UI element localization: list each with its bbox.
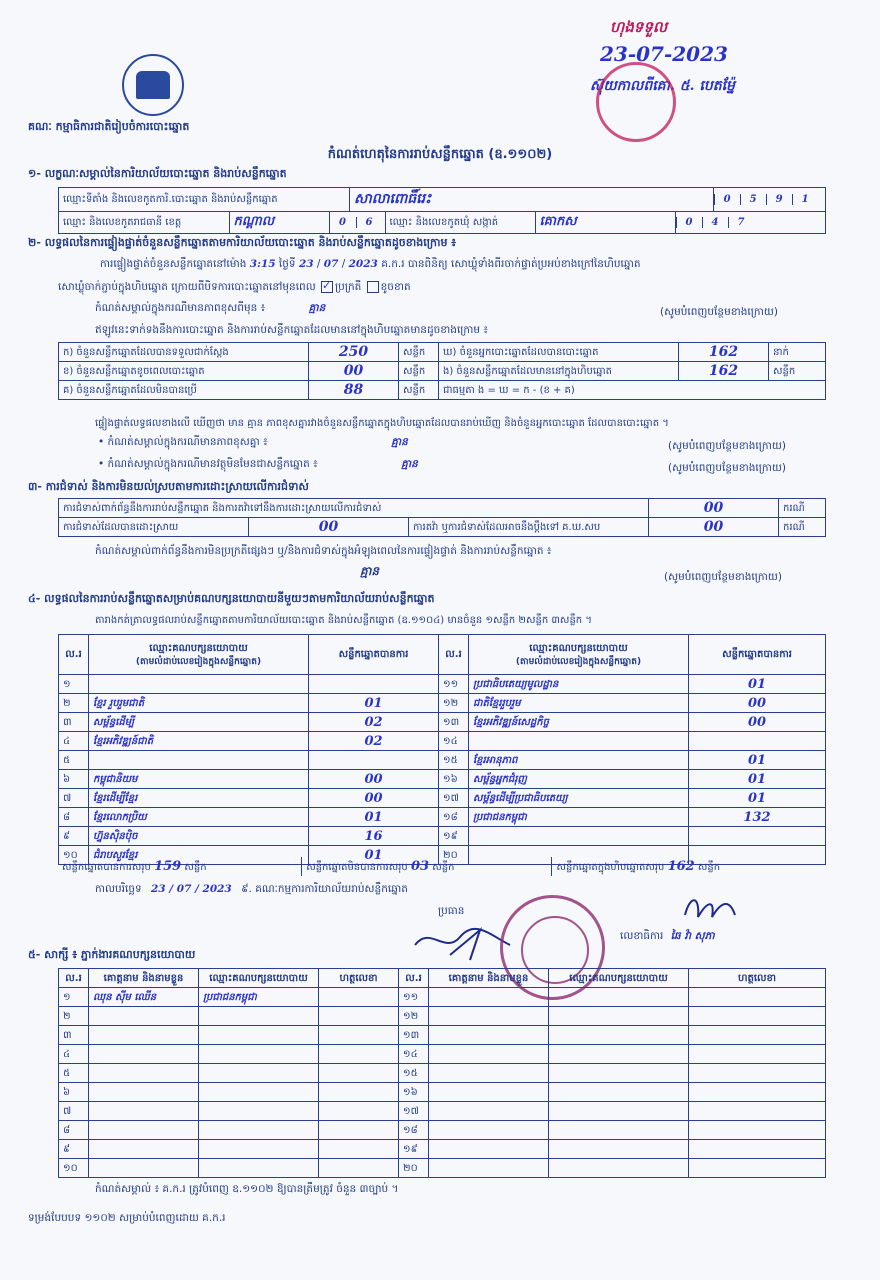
witness-sign[interactable]	[319, 1064, 399, 1083]
witness-party	[549, 1102, 689, 1121]
witness-row	[59, 1064, 826, 1083]
witness-no: ៤	[59, 1045, 89, 1064]
col-party	[89, 635, 309, 675]
w-col-party: ឈ្មោះគណបក្សនយោបាយ	[199, 969, 319, 988]
total-invalid-value: 03	[410, 858, 430, 874]
witness-no: ៣	[59, 1026, 89, 1045]
s3-hint: (សូមបំពេញបន្ថែមខាងក្រោយ)	[664, 571, 782, 583]
result-votes: 02	[309, 713, 439, 732]
result-party: សម្ព័ន្ធដើម្បី	[89, 713, 309, 732]
result-party: កម្ពុជានិយម	[89, 770, 309, 789]
witness-sign[interactable]	[689, 1064, 826, 1083]
s3-unit: ករណី	[779, 518, 826, 537]
witness-no: ៨	[59, 1121, 89, 1140]
result-votes: 16	[309, 827, 439, 846]
s2-row-value: 00	[309, 362, 399, 381]
witness-name	[89, 1121, 199, 1140]
s2-bullet2-value: គ្មាន	[401, 458, 418, 470]
result-party: ប្រជាជនកម្ពុជា	[469, 808, 689, 827]
witness-row	[59, 1045, 826, 1064]
witness-name	[429, 1007, 549, 1026]
s2-row-label-right: ឃ) ចំនួនអ្នកបោះឆ្នោតដែលបានបោះឆ្នោត	[439, 343, 679, 362]
witness-name	[89, 1045, 199, 1064]
result-row	[59, 732, 826, 751]
witness-sign[interactable]	[319, 1026, 399, 1045]
w-col-party: ឈ្មោះគណបក្សនយោបាយ	[549, 969, 689, 988]
total-valid-value: 159	[154, 858, 182, 874]
s2-unit: សន្លឹក	[399, 381, 439, 400]
result-votes: 01	[309, 694, 439, 713]
witness-name	[429, 1102, 549, 1121]
result-votes: 01	[309, 846, 439, 865]
witness-sign[interactable]	[689, 1026, 826, 1045]
s2-row-label-right: ង) ចំនួនសន្លឹកឆ្នោតដែលមាននៅក្នុងហិបឆ្នោត	[439, 362, 679, 381]
result-votes: 01	[309, 808, 439, 827]
witness-sign[interactable]	[689, 1083, 826, 1102]
s2-line2: សោឃ្លុំចាក់ភ្ជាប់ក្នុងហិបឆ្នោត ក្រោយពីបិទការបោះឆ្នោតនៅមុនពេល	[58, 281, 316, 293]
witness-party	[199, 1102, 319, 1121]
result-row	[59, 827, 826, 846]
s1-station-name: សាលាពោធិ៍រេះ	[349, 188, 713, 212]
witness-party	[549, 1026, 689, 1045]
code-digit: 5	[740, 194, 766, 205]
s2-unit-right: សន្លឹក	[769, 362, 826, 381]
witness-party	[199, 1159, 319, 1178]
witness-row	[59, 1007, 826, 1026]
section2-heading: ២- លទ្ធផលនៃការផ្ទៀងផ្ទាត់ចំនួនសន្លឹកឆ្នោតតាមការិយាល័យបោះឆ្នោត និងរាប់សន្លឹកឆ្នោតដូចខាងក្រោម ៖	[28, 236, 457, 249]
result-votes	[309, 751, 439, 770]
s3-unit: ករណី	[779, 499, 826, 518]
s3-r2-value2: 00	[649, 518, 779, 537]
s3-r2-label2: ការតវ៉ា ឬការជំទាស់ដែលអាចនឹងប្តឹងទៅ គ.ឃ.សប	[409, 518, 649, 537]
result-votes: 02	[309, 732, 439, 751]
witness-name	[429, 1045, 549, 1064]
col-votes: សន្លឹកឆ្នោតបានការ	[689, 635, 826, 675]
witness-no: ១៦	[399, 1083, 429, 1102]
s2-date-prefix: ថ្ងៃទី	[278, 258, 296, 270]
result-party: ខ្មែរលោកប្រិយ	[89, 808, 309, 827]
s2-row-value-right: 162	[679, 343, 769, 362]
s1-station-code	[713, 188, 825, 212]
witness-party	[549, 1159, 689, 1178]
unit: សន្លឹក	[697, 861, 721, 873]
result-no: ៣	[59, 713, 89, 732]
s2-time: 3:15	[249, 258, 276, 270]
result-no: ១៤	[439, 732, 469, 751]
witness-sign[interactable]	[689, 1121, 826, 1140]
s2-intro: ឥឡូវនេះទាក់ទងនឹងការបោះឆ្នោត និងការរាប់សន្លឹកឆ្នោតដែលមាននៅក្នុងហិបឆ្នោតមានដូចខាងក្រោម ៖	[95, 324, 489, 336]
result-row	[59, 751, 826, 770]
result-no: ១១	[439, 675, 469, 694]
s2-time-line: ការផ្ទៀងផ្ទាត់ចំនួនសន្លឹកឆ្នោតនៅម៉ោង 3:15 ថ្ងៃទី 23 / 07 / 2023 គ.ក.រ បានពិនិត្យ សោឃ្លុំទាំងពីរចាក់ផ្ទាត់ប្រអប់ខាងក្រៅនៃហិបឆ្នោត	[100, 258, 641, 270]
witness-name	[429, 1026, 549, 1045]
witness-sign[interactable]	[689, 988, 826, 1007]
witness-party	[199, 1045, 319, 1064]
result-no: ២	[59, 694, 89, 713]
result-votes: 00	[309, 789, 439, 808]
witness-no: ២	[59, 1007, 89, 1026]
result-no: ១៥	[439, 751, 469, 770]
witness-name	[89, 1159, 199, 1178]
result-votes	[689, 732, 826, 751]
col-party	[469, 635, 689, 675]
chair-label: ប្រធាន	[438, 905, 465, 917]
result-no: ៧	[59, 789, 89, 808]
s2-row-value-right: 162	[679, 362, 769, 381]
unit: សន្លឹក	[184, 861, 207, 873]
witness-sign[interactable]	[319, 1045, 399, 1064]
witness-party	[549, 1121, 689, 1140]
s2-note-value: គ្មាន	[308, 302, 326, 314]
result-party: ជំរាបសួរខ្មែរ	[89, 846, 309, 865]
witness-sign[interactable]	[689, 1140, 826, 1159]
s2-day: 23	[298, 258, 314, 270]
s1-province: កណ្តាល	[229, 212, 329, 233]
result-no: ៨	[59, 808, 89, 827]
witness-no: ១៧	[399, 1102, 429, 1121]
result-party: ប្រជាធិបតេយ្យមូលដ្ឋាន	[469, 675, 689, 694]
witness-sign[interactable]	[689, 1045, 826, 1064]
result-party	[469, 732, 689, 751]
witness-name	[89, 1140, 199, 1159]
col-party-title: ឈ្មោះគណបក្សនយោបាយ	[529, 642, 628, 654]
secretary-signature	[680, 895, 740, 925]
stamp-line1: ហុងទទួល	[610, 18, 668, 36]
form-footer: ទម្រង់បែបបទ ១១០២ សម្រាប់បំពេញដោយ គ.ក.រ	[28, 1212, 226, 1224]
result-party: ខ្មែរអានុភាព	[469, 751, 689, 770]
witness-party	[549, 1007, 689, 1026]
witness-no: ១០	[59, 1159, 89, 1178]
col-party-sub: (តាមលំដាប់លេខរៀងក្នុងសន្លឹកឆ្នោត)	[515, 656, 642, 667]
witness-no: ១៨	[399, 1121, 429, 1140]
witness-row	[59, 1121, 826, 1140]
witness-name	[89, 1083, 199, 1102]
stamp-line3: ស៊ុយកាលពីគោ. ៥. បេតម៉ែ្ន	[590, 78, 735, 94]
result-no: ៩	[59, 827, 89, 846]
col-party-title: ឈ្មោះគណបក្សនយោបាយ	[149, 642, 248, 654]
form-title: កំណត់ហេតុនៃការរាប់សន្លឹកឆ្នោត (ឧ.១១០២)	[327, 147, 553, 162]
date-prefix: កាលបរិច្ឆេទ	[95, 883, 142, 895]
s4-totals	[58, 857, 826, 876]
w-col-name: គោត្តនាម និងនាមខ្លួន	[429, 969, 549, 988]
col-no: ល.រ	[439, 635, 469, 675]
result-party	[89, 675, 309, 694]
unit: សន្លឹក	[432, 861, 455, 873]
s2-opt-good: ប្រក្រតី	[335, 281, 362, 293]
s2-bullet2-label: • កំណត់សម្គាល់ក្នុងករណីមានវត្ថុមិនមែនជាសន្លឹកឆ្នោត ៖	[98, 458, 318, 470]
witness-party	[549, 1083, 689, 1102]
witness-name: ឈុន ស៊ីម ឈើន	[89, 988, 199, 1007]
result-votes	[309, 675, 439, 694]
result-no: ១២	[439, 694, 469, 713]
s2-bullet1-label: • កំណត់សម្គាល់ក្នុងករណីមានភាពខុសគ្នា ៖	[98, 436, 268, 448]
code-digit: 0	[339, 217, 346, 228]
witness-no: ១	[59, 988, 89, 1007]
witness-sign[interactable]	[319, 1121, 399, 1140]
s2-unit: សន្លឹក	[399, 362, 439, 381]
s2-note-hint: (សូមបំពេញបន្ថែមខាងក្រោយ)	[660, 306, 778, 318]
s3-r2-value: 00	[249, 518, 409, 537]
witness-party	[549, 1064, 689, 1083]
s2-hint2: (សូមបំពេញបន្ថែមខាងក្រោយ)	[668, 462, 786, 474]
witness-party	[199, 1121, 319, 1140]
section5-heading: ៥- សាក្សី ៖ ភ្នាក់ងារគណបក្សនយោបាយ	[28, 948, 196, 961]
s2-row-label: ខ) ចំនួនសន្លឹកឆ្នោតខូចពេលបោះឆ្នោត	[59, 362, 309, 381]
s4-date-line	[95, 883, 408, 898]
s2-bullet2	[98, 458, 418, 473]
s2-bullet1	[98, 436, 408, 451]
witness-party	[199, 1064, 319, 1083]
result-no: ១៧	[439, 789, 469, 808]
org-name: គណៈ កម្មាធិការជាតិរៀបចំការបោះឆ្នោត	[28, 120, 190, 133]
result-party: សម្ព័ន្ធដើម្បីប្រជាធិបតេយ្យ	[469, 789, 689, 808]
s1-commune-code	[675, 212, 825, 233]
witness-name	[89, 1026, 199, 1045]
result-votes: 132	[689, 808, 826, 827]
witness-row	[59, 1083, 826, 1102]
result-party: សម្ព័ន្ធអ្នកជំរុញ	[469, 770, 689, 789]
date-value: 23 / 07 / 2023	[151, 883, 232, 895]
witness-sign[interactable]	[319, 1007, 399, 1026]
s1-label2: ឈ្មោះ និងលេខកូតរាជធានី ខេត្ត	[63, 217, 182, 228]
result-party: ហ្វ៊ុនស៊ិនប៉ិច	[89, 827, 309, 846]
result-party: ខ្មែរអភិវឌ្ឍន៍សេដ្ឋកិច្ច	[469, 713, 689, 732]
s2-opt-bad: ខូចខាត	[380, 281, 411, 293]
witness-sign[interactable]	[319, 1159, 399, 1178]
s1-province-code	[329, 212, 385, 233]
result-no: ១៨	[439, 808, 469, 827]
result-row	[59, 789, 826, 808]
s2-row-label: ក) ចំនួនសន្លឹកឆ្នោតដែលបានទទួលជាក់ស្តែង	[59, 343, 309, 362]
result-party: ជាតិខ្មែររួបរួម	[469, 694, 689, 713]
result-votes	[689, 827, 826, 846]
s2-note-line	[95, 302, 325, 317]
w-col-name: គោត្តនាម និងនាមខ្លួន	[89, 969, 199, 988]
witness-party	[199, 1140, 319, 1159]
result-no: ៤	[59, 732, 89, 751]
total-box-value: 162	[667, 858, 695, 874]
section3-heading: ៣- ការជំទាស់ និងការមិនយល់ស្របតាមការដោះស្រាយលើការជំទាស់	[28, 480, 309, 493]
witness-party	[549, 1045, 689, 1064]
witness-name	[429, 1121, 549, 1140]
code-digit: 9	[766, 194, 792, 205]
witness-sign[interactable]	[689, 1007, 826, 1026]
result-no: ១	[59, 675, 89, 694]
result-no: ១៦	[439, 770, 469, 789]
s2-month: 07	[323, 258, 339, 270]
s1-label1: ឈ្មោះទីតាំង និងលេខកូតការិ.បោះឆ្នោត និងរាប់សន្លឹកឆ្នោត	[59, 188, 350, 212]
s2-formula: ជាធម្មតា ង = ឃ = ក - (ខ + គ)	[439, 381, 826, 400]
w-col-sign: ហត្ថលេខា	[689, 969, 826, 988]
w-col-no: ល.រ	[399, 969, 429, 988]
witness-name	[429, 1159, 549, 1178]
commission-logo	[122, 54, 184, 116]
witness-no: ១៥	[399, 1064, 429, 1083]
s2-hint1: (សូមបំពេញបន្ថែមខាងក្រោយ)	[668, 440, 786, 452]
result-votes: 00	[689, 694, 826, 713]
secretary-line	[620, 930, 715, 945]
section1-table	[58, 187, 826, 234]
witness-name	[429, 1083, 549, 1102]
section4-heading: ៤- លទ្ធផលនៃការរាប់សន្លឹកឆ្នោតសម្រាប់គណបក្សនយោបាយនីមួយៗតាមការិយាល័យរាប់សន្លឹកឆ្នោត	[28, 592, 435, 605]
witness-sign[interactable]	[689, 1102, 826, 1121]
result-votes: 01	[689, 770, 826, 789]
witness-no: ៥	[59, 1064, 89, 1083]
s2-row-label: គ) ចំនួនសន្លឹកឆ្នោតដែលមិនបានប្រើ	[59, 381, 309, 400]
result-row	[59, 675, 826, 694]
checkbox-damaged[interactable]	[367, 281, 379, 293]
witness-sign[interactable]	[319, 1102, 399, 1121]
s2-unit-right: នាក់	[769, 343, 826, 362]
s2-row-value: 88	[309, 381, 399, 400]
s1-row2	[59, 212, 825, 233]
witness-no: ១៩	[399, 1140, 429, 1159]
witness-name	[89, 1064, 199, 1083]
stamp-date: 23-07-2023	[600, 42, 728, 66]
witness-sign[interactable]	[689, 1159, 826, 1178]
witness-name	[429, 988, 549, 1007]
total-invalid	[302, 857, 552, 876]
total-valid	[58, 857, 302, 876]
s2-note-label: កំណត់សម្គាល់ក្នុងករណីមានភាពខុសពីមុន ៖	[95, 302, 266, 314]
result-party: ខ្មែរអភិវឌ្ឍន៍ជាតិ	[89, 732, 309, 751]
witness-no: ១៤	[399, 1045, 429, 1064]
witness-row	[59, 1140, 826, 1159]
section1-heading: ១- លក្ខណៈសម្គាល់នៃការិយាល័យបោះឆ្នោត និងរាប់សន្លឹកឆ្នោត	[28, 167, 287, 180]
s1-label3: ឈ្មោះ និងលេខកូតឃុំ សង្កាត់	[385, 212, 535, 233]
witness-no: ៧	[59, 1102, 89, 1121]
witness-row	[59, 1102, 826, 1121]
witness-name	[89, 1102, 199, 1121]
result-row	[59, 808, 826, 827]
witness-name	[429, 1140, 549, 1159]
result-votes: 01	[689, 789, 826, 808]
s2-count-table	[58, 342, 826, 400]
code-digit: 6	[356, 217, 382, 228]
s3-table	[58, 498, 826, 537]
witness-party	[199, 1083, 319, 1102]
witness-no: ១៣	[399, 1026, 429, 1045]
secretary-label: លេខាធិការ	[620, 930, 664, 942]
col-votes: សន្លឹកឆ្នោតបានការ	[309, 635, 439, 675]
result-party: ខ្មែរ រួបរួមជាតិ	[89, 694, 309, 713]
witness-row	[59, 1159, 826, 1178]
code-digit: 0	[714, 194, 740, 205]
result-party: ខ្មែរដើម្បីខ្មែរ	[89, 789, 309, 808]
result-votes: 00	[309, 770, 439, 789]
s2-line1-rest: គ.ក.រ បានពិនិត្យ សោឃ្លុំទាំងពីរចាក់ផ្ទាត់ប្រអប់ខាងក្រៅនៃហិបឆ្នោត	[381, 258, 641, 270]
s2-time-text: ការផ្ទៀងផ្ទាត់ចំនួនសន្លឹកឆ្នោតនៅម៉ោង	[100, 258, 247, 270]
witness-party: ប្រជាជនកម្ពុជា	[199, 988, 319, 1007]
witness-sign[interactable]	[319, 988, 399, 1007]
result-row	[59, 770, 826, 789]
witness-party	[199, 1026, 319, 1045]
result-no: ១៩	[439, 827, 469, 846]
s2-unit: សន្លឹក	[399, 343, 439, 362]
result-no: ៥	[59, 751, 89, 770]
w-col-sign: ហត្ថលេខា	[319, 969, 399, 988]
witness-party	[199, 1007, 319, 1026]
committee-label: ៩. គណៈកម្មការការិយាល័យរាប់សន្លឹកឆ្នោត	[241, 883, 408, 895]
s2-diff-line: ផ្ទៀងផ្ទាត់លទ្ធផលខាងលើ ឃើញថា មាន គ្មាន ភាពខុសគ្នារវាងចំនួនសន្លឹកឆ្នោតក្នុងហិបឆ្នោតដែលបានរាប់ឃើញ និងចំនួនអ្នកបោះឆ្នោត ដែលបានបោះឆ្នោត ។	[95, 418, 669, 429]
s3-r1-value: 00	[649, 499, 779, 518]
col-party-sub: (តាមលំដាប់លេខរៀងក្នុងសន្លឹកឆ្នោត)	[135, 656, 262, 667]
result-no: ១៣	[439, 713, 469, 732]
witness-party	[549, 1140, 689, 1159]
witness-row	[59, 988, 826, 1007]
checkbox-normal[interactable]	[321, 281, 333, 293]
witness-table	[58, 968, 826, 1178]
witness-no: ១១	[399, 988, 429, 1007]
s1-commune: គោកស	[535, 212, 675, 233]
col-no: ល.រ	[59, 635, 89, 675]
result-party	[469, 827, 689, 846]
stamp-circle	[596, 62, 676, 142]
result-votes: 01	[689, 675, 826, 694]
secretary-name: ឆៃ វ៉ា សុភា	[670, 930, 715, 942]
results-table	[58, 634, 826, 865]
code-digit: 1	[792, 194, 818, 205]
s4-intro: តារាងកត់ត្រាលទ្ធផលរាប់សន្លឹកឆ្នោតតាមការិយាល័យបោះឆ្នោត និងរាប់សន្លឹកឆ្នោត (ឧ.១១០៤) មានចំនួន ១សន្លឹក ២សន្លឹក ៣សន្លឹក ។	[95, 615, 592, 626]
s2-bullet1-value: គ្មាន	[391, 436, 408, 448]
result-votes: 01	[689, 751, 826, 770]
total-box-label: សន្លឹកឆ្នោតក្នុងហិបឆ្នោតសរុប	[556, 861, 665, 873]
witness-no: ៩	[59, 1140, 89, 1159]
total-box	[552, 857, 826, 876]
witness-no: ១២	[399, 1007, 429, 1026]
result-row	[59, 694, 826, 713]
s2-row-value: 250	[309, 343, 399, 362]
witness-party	[549, 988, 689, 1007]
witness-no: ៦	[59, 1083, 89, 1102]
s3-r1-label: ការជំទាស់ពាក់ព័ន្ធនឹងការរាប់សន្លឹកឆ្នោត និងការតវ៉ាទៅនឹងការដោះស្រាយលើការជំទាស់	[59, 499, 649, 518]
s2-year: 2023	[348, 258, 378, 270]
witness-no: ២០	[399, 1159, 429, 1178]
result-row	[59, 713, 826, 732]
s3-r2-label: ការជំទាស់ដែលបានដោះស្រាយ	[59, 518, 249, 537]
witness-sign[interactable]	[319, 1083, 399, 1102]
result-no: ១០	[59, 846, 89, 865]
total-valid-label: សន្លឹកឆ្នោតបានការសរុប	[62, 861, 151, 873]
s5-note: កំណត់សម្គាល់ ៖ គ.ក.រ ត្រូវបំពេញ ឧ.១១០២ ឱ្យបានត្រឹមត្រូវ ចំនួន ៣ច្បាប់ ។	[95, 1183, 399, 1195]
total-invalid-label: សន្លឹកឆ្នោតមិនបានការសរុប	[306, 861, 408, 873]
s2-lock-line	[58, 281, 411, 296]
result-no: ២០	[439, 846, 469, 865]
witness-name	[429, 1064, 549, 1083]
result-votes: 00	[689, 713, 826, 732]
witness-row	[59, 1026, 826, 1045]
code-digit: 4	[702, 217, 728, 228]
result-no: ៦	[59, 770, 89, 789]
witness-sign[interactable]	[319, 1140, 399, 1159]
s3-note: កំណត់សម្គាល់ពាក់ព័ន្ធនឹងការមិនប្រក្រតីផ្សេងៗ ឬ/និងការជំទាស់ក្នុងអំឡុងពេលនៃការផ្ទៀងផ្ទាត់ និងការរាប់សន្លឹកឆ្នោត ៖	[95, 545, 552, 557]
result-party	[89, 751, 309, 770]
code-digit: 0	[676, 217, 702, 228]
s3-note-value: គ្មាន	[360, 564, 380, 578]
code-digit: 7	[728, 217, 754, 228]
witness-name	[89, 1007, 199, 1026]
w-col-no: ល.រ	[59, 969, 89, 988]
